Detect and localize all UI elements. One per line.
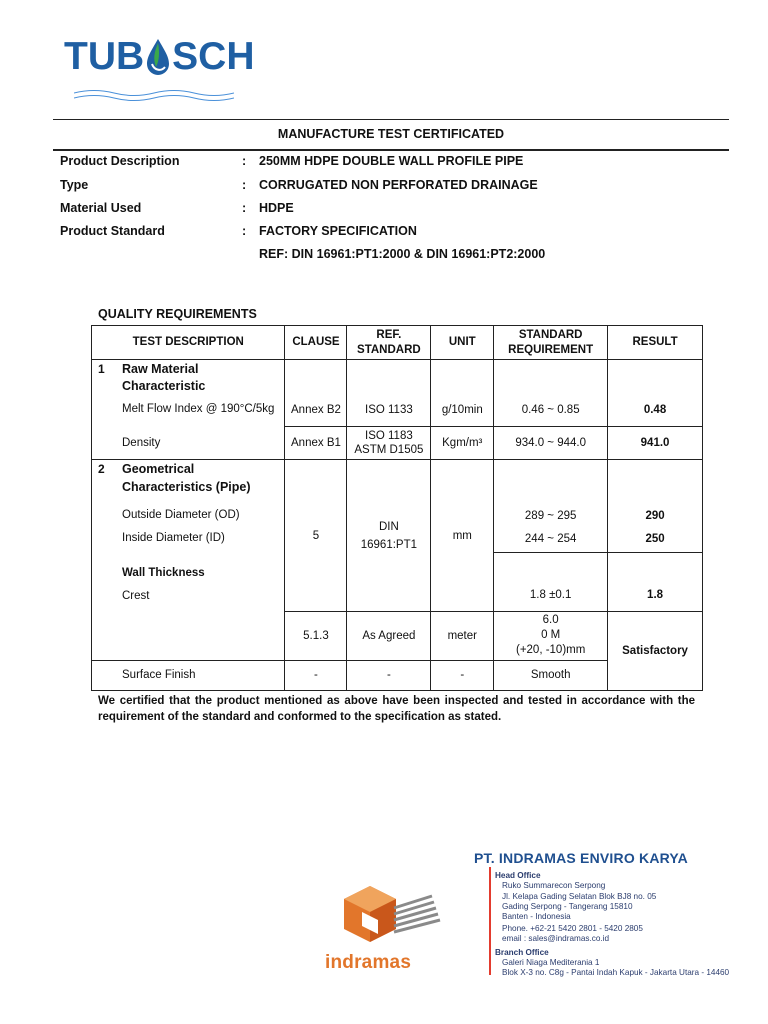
section-number: 1 <box>98 362 105 377</box>
clause-value: Annex B2 <box>291 404 341 417</box>
quality-table <box>91 325 703 691</box>
standard-line2: ASTM D1505 <box>354 444 424 457</box>
branch-office-label: Branch Office <box>495 948 549 957</box>
brand-left: TUB <box>64 35 145 78</box>
cell-requirement <box>494 360 608 427</box>
water-drop-icon <box>145 37 171 77</box>
head-office-label: Head Office <box>495 871 541 880</box>
cell-requirement <box>494 460 608 552</box>
section-title-line1: Geometrical <box>122 462 195 477</box>
standard-value: ISO 1133 <box>365 404 413 417</box>
cell-unit: - <box>431 660 494 690</box>
cell-unit <box>431 360 494 427</box>
cell-requirement: Smooth <box>494 660 608 690</box>
cell-standard: - <box>347 660 431 690</box>
tubosch-wordmark <box>64 32 255 82</box>
info-label: Product Standard <box>60 224 165 238</box>
cell-result <box>608 552 703 611</box>
header-ref-standard-line1: REF. <box>376 328 402 341</box>
info-value: CORRUGATED NON PERFORATED DRAINAGE <box>259 178 538 192</box>
head-office-phone: Phone. +62-21 5420 2801 - 5420 2805 <box>502 924 643 933</box>
document-title: MANUFACTURE TEST CERTIFICATED <box>277 127 505 141</box>
quality-requirements-title: QUALITY REQUIREMENTS <box>98 307 257 321</box>
header-standard-requirement <box>494 326 608 360</box>
table-header-row <box>92 326 703 360</box>
header-unit: UNIT <box>431 326 494 360</box>
cell-result: 941.0 <box>608 427 703 460</box>
requirement-od: 289 ~ 295 <box>524 510 577 523</box>
result-crest: 1.8 <box>647 588 664 601</box>
row-outside-diameter: Outside Diameter (OD) <box>122 509 240 522</box>
info-ref-value: REF: DIN 16961:PT1:2000 & DIN 16961:PT2:2000 <box>259 247 546 261</box>
cell-shared-standard <box>347 460 431 611</box>
cell-unit: Kgm/m³ <box>431 427 494 460</box>
row-crest: Crest <box>122 590 150 603</box>
cell-clause: - <box>285 660 347 690</box>
header-std-req-line2: REQUIREMENT <box>508 343 594 356</box>
top-divider <box>53 119 729 120</box>
table-row <box>92 460 703 552</box>
requirement-line3: (+20, -10)mm <box>515 644 586 657</box>
footer-divider <box>489 867 491 975</box>
head-office-line: Gading Serpong - Tangerang 15810 <box>502 902 633 911</box>
certification-statement: We certified that the product mentioned as above have been inspected and tested in accordance with the requirement of the standard and conformed to the specification as stated. <box>98 695 695 723</box>
cell-shared-unit: mm <box>431 460 494 611</box>
section-title-line2: Characteristic <box>122 379 206 394</box>
indramas-cube-icon <box>322 880 462 952</box>
cell-shared-clause: 5 <box>285 460 347 611</box>
brand-right: SCH <box>172 35 255 78</box>
header-test-description: TEST DESCRIPTION <box>92 326 285 360</box>
result-id: 250 <box>645 533 665 546</box>
company-name: PT. INDRAMAS ENVIRO KARYA <box>474 850 688 866</box>
info-value: 250MM HDPE DOUBLE WALL PROFILE PIPE <box>259 154 524 168</box>
indramas-wordmark: indramas <box>325 952 412 973</box>
section-number: 2 <box>98 462 105 477</box>
info-label: Type <box>60 178 89 192</box>
branch-office-line: Galeri Niaga Mediterania 1 <box>502 958 600 967</box>
row-surface-finish: Surface Finish <box>122 668 196 681</box>
title-divider <box>53 149 729 151</box>
cell-result <box>608 360 703 427</box>
header-clause: CLAUSE <box>285 326 347 360</box>
section-title-line2: Characteristics (Pipe) <box>122 480 251 495</box>
standard-line1: ISO 1183 <box>365 430 413 443</box>
shared-standard-line2: 16961:PT1 <box>360 538 417 551</box>
row-density: Density <box>122 437 161 450</box>
cell-unit: meter <box>431 611 494 660</box>
head-office-line: Ruko Summarecon Serpong <box>502 881 606 890</box>
cell-requirement <box>494 611 608 660</box>
branch-office-line: Blok X-3 no. C8g - Pantai Indah Kapuk - Jakarta Utara - 14460 <box>502 968 730 977</box>
row-inside-diameter: Inside Diameter (ID) <box>122 532 225 545</box>
cell-shared-result: Satisfactory <box>608 611 703 690</box>
info-colon: : <box>242 154 247 168</box>
info-colon: : <box>242 201 247 215</box>
header-ref-standard <box>347 326 431 360</box>
wave-icon <box>74 88 234 102</box>
section-title-line1: Raw Material <box>122 362 199 377</box>
unit-value: g/10min <box>441 404 483 417</box>
row-melt-flow-index: Melt Flow Index @ 190°C/5kg <box>122 403 275 416</box>
header-std-req-line1: STANDARD <box>518 328 583 341</box>
header-result: RESULT <box>608 326 703 360</box>
result-value: 0.48 <box>643 404 667 417</box>
tubosch-logo <box>64 32 255 98</box>
shared-standard-line1: DIN <box>378 520 399 533</box>
info-colon: : <box>242 178 247 192</box>
requirement-value: 0.46 ~ 0.85 <box>521 404 580 417</box>
table-row <box>92 360 703 427</box>
cell-requirement: 934.0 ~ 944.0 <box>494 427 608 460</box>
result-od: 290 <box>645 510 665 523</box>
info-label: Material Used <box>60 201 142 215</box>
info-label: Product Description <box>60 154 180 168</box>
info-value: FACTORY SPECIFICATION <box>259 224 417 238</box>
requirement-id: 244 ~ 254 <box>524 533 577 546</box>
header-ref-standard-line2: STANDARD <box>357 343 421 356</box>
section-2-description <box>92 460 285 661</box>
head-office-line: Jl. Kelapa Gading Selatan Blok BJ8 no. 05 <box>502 892 657 901</box>
cell-clause <box>285 360 347 427</box>
section-1-description <box>92 360 285 460</box>
requirement-line1: 6.0 <box>542 614 559 627</box>
cell-requirement <box>494 552 608 611</box>
cell-clause: 5.1.3 <box>285 611 347 660</box>
cell-description <box>92 660 285 690</box>
requirement-line2: 0 M <box>541 629 561 642</box>
cell-standard: As Agreed <box>347 611 431 660</box>
info-value: HDPE <box>259 201 294 215</box>
head-office-line: Banten - Indonesia <box>502 912 571 921</box>
requirement-crest: 1.8 ±0.1 <box>529 588 572 601</box>
head-office-email: email : sales@indramas.co.id <box>502 934 610 943</box>
cell-clause: Annex B1 <box>285 427 347 460</box>
row-wall-thickness: Wall Thickness <box>122 567 205 580</box>
info-colon: : <box>242 224 247 238</box>
cell-standard <box>347 427 431 460</box>
cell-result <box>608 460 703 552</box>
cell-standard <box>347 360 431 427</box>
